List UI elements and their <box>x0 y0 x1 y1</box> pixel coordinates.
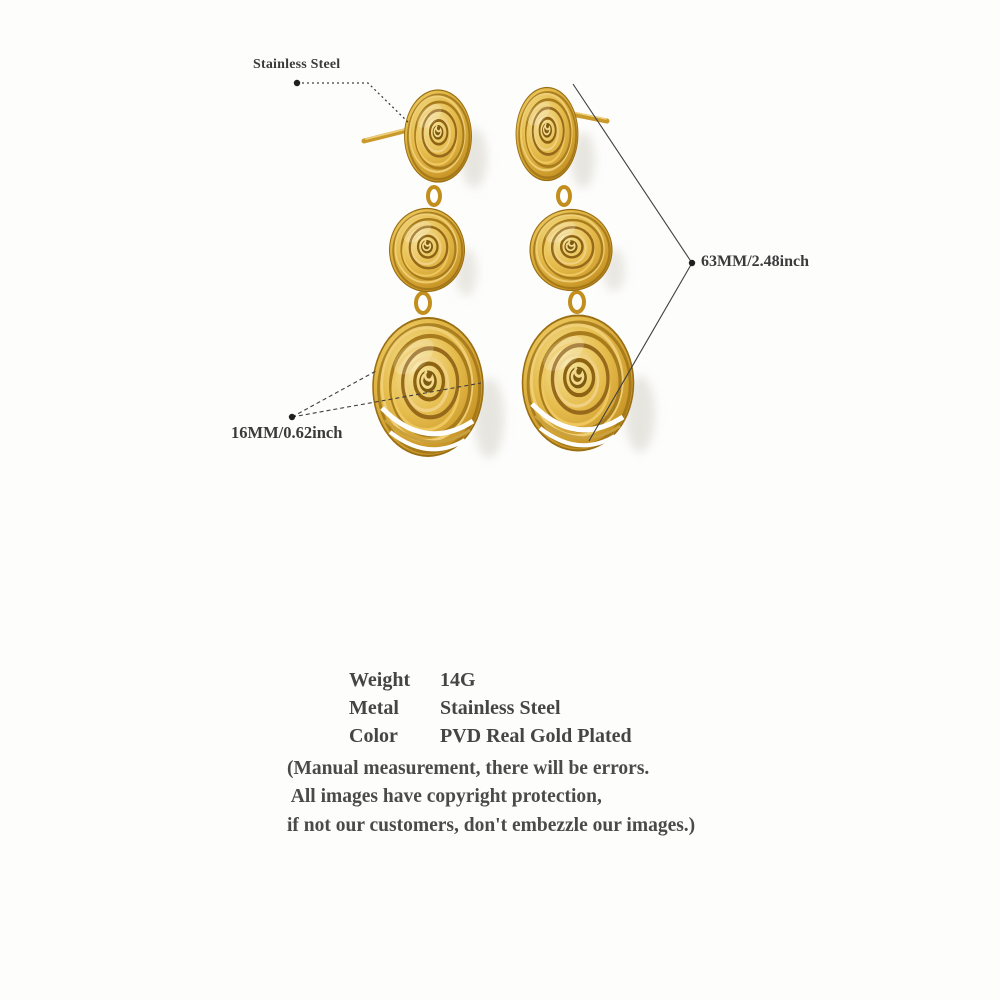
disclaimer <box>287 755 695 840</box>
right-link-1 <box>558 187 570 205</box>
right-top-disc <box>516 88 578 181</box>
length-label: 63MM/2.48inch <box>701 253 809 270</box>
spec-label: Weight <box>349 669 411 691</box>
width-callout-dot <box>289 414 295 420</box>
right-middle-disc <box>530 210 612 291</box>
length-callout-dot <box>689 260 695 266</box>
disclaimer-line: All images have copyright protection, <box>287 786 602 808</box>
right-link-2 <box>570 292 584 312</box>
spec-value: PVD Real Gold Plated <box>440 725 632 747</box>
left-top-disc <box>405 90 472 182</box>
spec-row-color <box>349 722 632 750</box>
spec-label: Metal <box>349 697 399 719</box>
spec-label: Color <box>349 725 398 747</box>
disclaimer-line: if not our customers, don't embezzle our images.) <box>287 814 696 836</box>
left-link-2 <box>416 293 430 313</box>
width-label: 16MM/0.62inch <box>231 423 343 442</box>
spec-row-weight <box>349 666 632 694</box>
disclaimer-line: (Manual measurement, there will be errors. <box>287 758 650 779</box>
material-callout-dot <box>294 80 300 86</box>
spec-value: Stainless Steel <box>440 697 561 719</box>
spec-table <box>349 666 632 750</box>
left-link-1 <box>428 187 440 205</box>
width-callout-line-top <box>292 371 376 417</box>
spec-row-metal <box>349 694 632 722</box>
left-middle-disc <box>390 209 465 292</box>
spec-value: 14G <box>440 669 476 691</box>
material-callout-line <box>297 83 410 124</box>
material-label: Stainless Steel <box>253 57 341 72</box>
